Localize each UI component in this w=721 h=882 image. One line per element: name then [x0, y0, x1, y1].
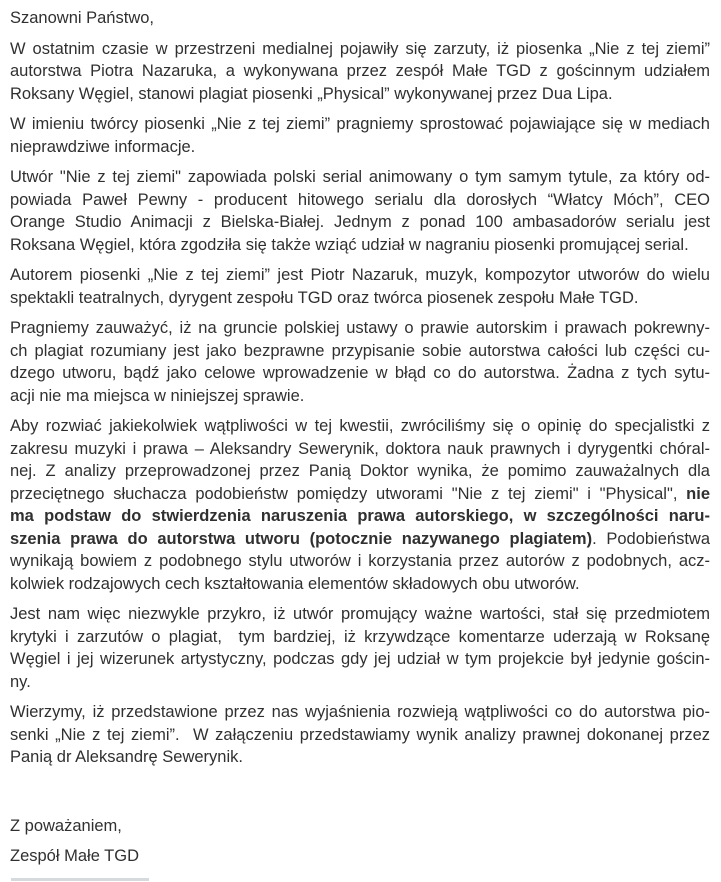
bold-text-segment: nie	[686, 484, 710, 503]
bold-text-segment: szenia prawa do autorstwa utworu (potocznie nazywanego plagiatem)	[10, 529, 593, 548]
text-segment: Roksany Węgiel, stanowi plagiat piosenki „Physical” wykonywanej przez Dua Lipa.	[10, 84, 613, 103]
text-segment: spektakli teatralnych, dyrygent zespołu TGD oraz twórca piosenek zespołu Małe TGD.	[10, 288, 639, 307]
text-line	[10, 603, 710, 626]
text-segment: Autorem piosenki „Nie z tej ziemi” jest Piotr Nazaruk, muzyk, kompozytor utworów do wielu	[10, 266, 710, 284]
text-line	[10, 724, 710, 747]
text-line	[10, 38, 710, 61]
text-segment: Wierzymy, iż przedstawione przez nas wyjaśnienia rozwieją wątpliwości co do autorstwa pio-	[10, 703, 710, 721]
text-segment: przeciętnego słuchacza podobieństw pomiędzy utworami "Nie z tej ziemi" i "Physical",	[10, 484, 687, 503]
bold-text-segment: ma podstaw do stwierdzenia naruszenia prawa autorskiego, w szczególności naru-	[10, 507, 710, 525]
paragraph-conclusion	[10, 701, 710, 769]
text-line	[10, 701, 710, 724]
paragraph-regret	[10, 603, 710, 693]
text-line	[10, 287, 710, 310]
text-segment: Orange Studio Animacji z Bielska-Białej. Jednym z ponad 100 ambasadorów serialu jest	[10, 213, 710, 231]
salutation: Szanowni Państwo,	[10, 9, 154, 27]
text-segment: autorstwa Piotra Nazaruka, a wykonywana przez zespół Małe TGD z gościnnym udziałem	[10, 62, 710, 80]
text-line	[10, 317, 710, 340]
text-segment: Utwór "Nie z tej ziemi" zapowiada polski serial animowany o tym samym tytule, za który od-	[10, 168, 710, 186]
text-segment: Pragniemy zauważyć, iż na gruncie polskiej ustawy o prawie autorskim i prawach pokrewny-	[10, 319, 710, 337]
text-line	[10, 438, 710, 461]
paragraph-correction-intent	[10, 113, 710, 158]
text-segment: Aby rozwiać jakiekolwiek wątpliwości w tej kwestii, zwróciliśmy się o opinię do specjalistki z	[10, 417, 710, 435]
closing: Z poważaniem,	[10, 816, 122, 835]
text-segment: acji nie ma miejsca w niniejszej sprawie.	[10, 386, 305, 405]
text-line	[10, 671, 710, 694]
letter-body	[10, 38, 710, 769]
signature: Zespół Małe TGD	[10, 847, 139, 865]
text-segment: W ostatnim czasie w przestrzeni medialnej pojawiły się zarzuty, iż piosenka „Nie z tej ziemi”	[10, 39, 710, 58]
text-segment: dzego utworu, bądź jako celowe wprowadzenie w błąd co do autorstwa. Żadna z tych sytu-	[10, 364, 710, 382]
text-line	[10, 746, 710, 769]
text-line	[10, 483, 710, 506]
page-edge-artifact	[11, 878, 149, 881]
text-segment: krytyki i zarzutów o plagiat, tym bardziej, iż krzywdzące komentarze uderzają w Roksanę	[10, 627, 710, 646]
text-line	[10, 528, 710, 551]
text-segment: nej. Z analizy przeprowadzonej przez Panią Doktor wynika, że pomimo zauważalnych dla	[10, 462, 710, 480]
text-segment: W imieniu twórcy piosenki „Nie z tej ziemi” pragniemy sprostować pojawiające się w mediach	[10, 115, 710, 133]
text-segment: Węgiel i jej wizerunek artystyczny, podczas gdy jej udział w tym projekcie był jedynie gościn-	[10, 650, 710, 668]
text-line	[10, 113, 710, 136]
paragraph-allegations	[10, 38, 710, 106]
text-segment: zakresu muzyki i prawa – Aleksandry Sewerynik, doktora nauk prawnych i dyrygentki chóral-	[10, 439, 710, 458]
paragraph-expert-opinion	[10, 415, 710, 595]
text-segment: . Podobieństwa	[592, 529, 710, 548]
text-line	[10, 83, 710, 106]
text-line	[10, 60, 710, 83]
text-line	[10, 340, 710, 363]
text-segment: senki „Nie z tej ziemi”. W załączeniu przedstawiamy wynik analizy prawnej dokonanej przez	[10, 725, 710, 744]
letter-document	[10, 7, 710, 868]
text-segment: powiada Paweł Pewny - producent hitowego serialu dla dorosłych “Włatcy Móch”, CEO	[10, 190, 710, 209]
paragraph-author-info	[10, 264, 710, 309]
text-line	[10, 550, 710, 573]
text-line	[10, 460, 710, 483]
text-line	[10, 648, 710, 671]
text-segment: Panią dr Aleksandrę Sewerynik.	[10, 748, 243, 766]
text-line	[10, 264, 710, 287]
text-line	[10, 505, 710, 528]
text-line	[10, 136, 710, 159]
paragraph-plagiarism-definition	[10, 317, 710, 407]
text-segment: Jest nam więc niezwykle przykro, iż utwór promujący ważne wartości, stał się przedmiotem	[10, 605, 710, 623]
text-line	[10, 626, 710, 649]
text-line	[10, 211, 710, 234]
text-line	[10, 234, 710, 257]
text-segment: Roksana Węgiel, która zgodziła się także wziąć udział w nagraniu piosenki promującej serial.	[10, 235, 689, 254]
text-line	[10, 362, 710, 385]
text-line	[10, 385, 710, 408]
text-line	[10, 573, 710, 596]
text-segment: ch plagiat rozumiany jest jako bezprawne przypisanie sobie autorstwa całości lub części cu-	[10, 341, 710, 360]
text-segment: ny.	[10, 672, 31, 691]
text-line	[10, 415, 710, 438]
paragraph-song-background	[10, 166, 710, 256]
text-segment: kolwiek rodzajowych cech kształtowania elementów składowych obu utworów.	[10, 574, 580, 593]
text-line	[10, 189, 710, 212]
text-line	[10, 166, 710, 189]
text-segment: nieprawdziwe informacje.	[10, 137, 196, 156]
text-segment: wynikają bowiem z podobnego stylu utworów i korzystania przez autorów z podobnych, acz-	[10, 552, 710, 570]
